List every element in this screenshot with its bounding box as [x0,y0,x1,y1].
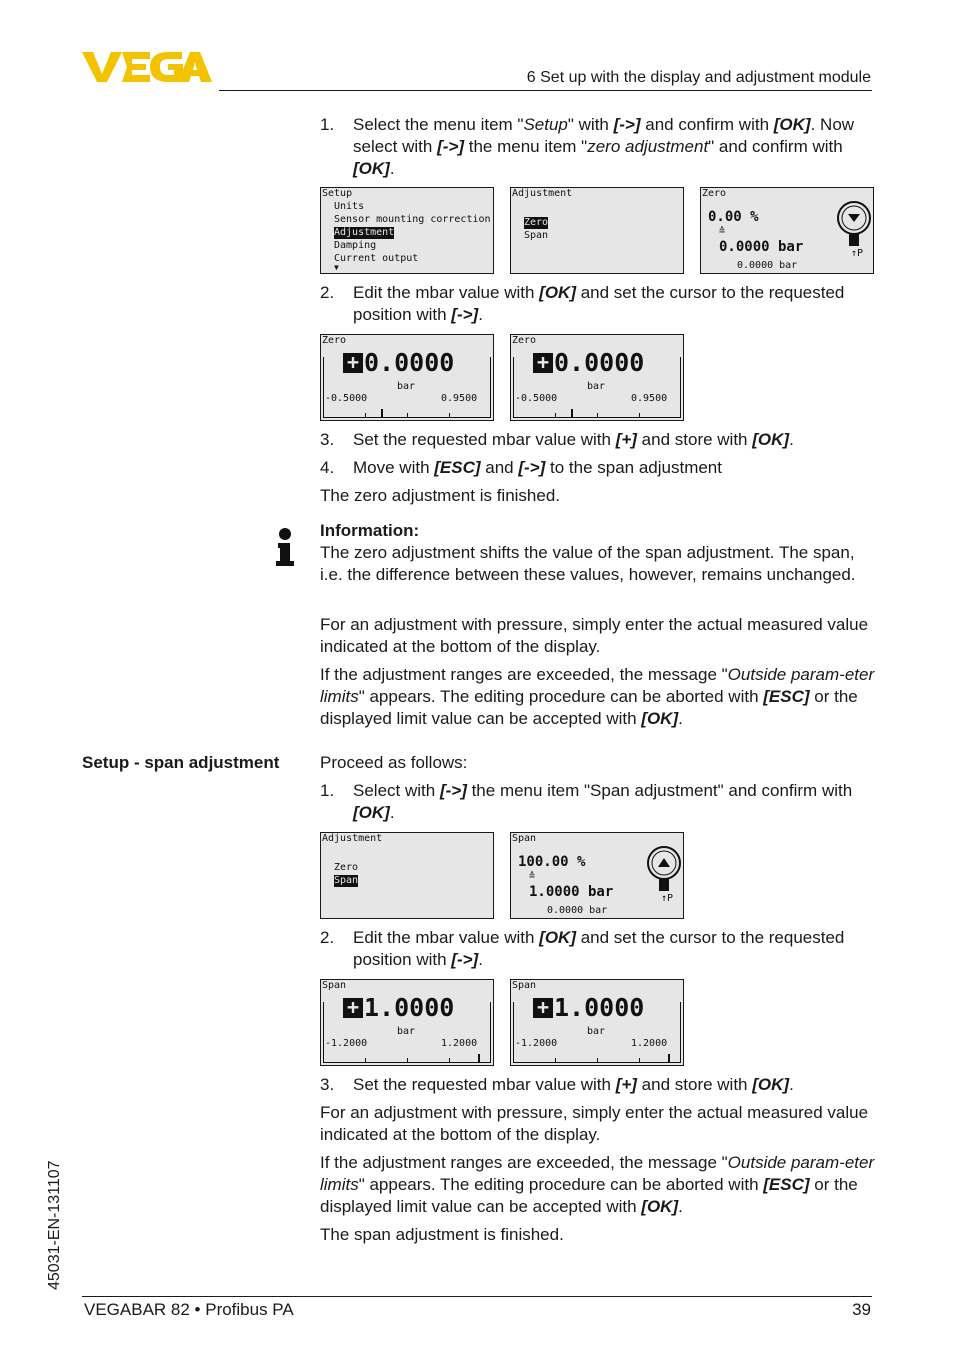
step-text: Set the requested mbar value with [+] and store with [OK]. [353,430,794,449]
display-title: Zero [702,188,727,199]
scale-tick [365,1058,366,1063]
header-rule [219,90,872,91]
pressure-gauge-icon [835,200,873,250]
step-text: Select the menu item "Setup" with [->] and confirm with [OK]. Now select with [->] the menu item "zero adjustment" and confirm with [OK]. [353,115,855,178]
unit-label: bar [587,381,606,392]
display-span-edit-2 [510,979,684,1066]
menu-item-current-output: Current output [334,253,419,264]
range-max: 0.9500 [441,393,478,404]
footer-rule [82,1296,872,1297]
step-text: Edit the mbar value with [OK] and set the cursor to the requested position with [->]. [353,928,845,969]
pressure-arrow-label: ↑P [661,893,674,904]
vega-logo-graphic [82,50,212,84]
menu-item-zero-selected: Zero [524,217,549,228]
display-zero-overview [700,187,874,274]
display-title: Span [512,980,537,991]
percent-value: 100.00 % [518,854,586,870]
zero-step-4 [320,457,876,479]
plus-icon: + [533,353,553,373]
footer-page-number: 39 [852,1300,871,1319]
range-bracket [513,1002,681,1063]
footer-product: VEGABAR 82 • Profibus PA [84,1300,294,1319]
display-zero-edit-1 [320,334,494,421]
span-side-heading: Setup - span adjustment [82,753,280,772]
scale-tick [407,1058,408,1063]
zero-step-1 [320,114,876,180]
pressure-gauge-icon [645,845,683,895]
span-pressure-paragraph: For an adjustment with pressure, simply enter the actual measured value indicated at the bottom of the display. [320,1103,869,1144]
display-span-overview [510,832,684,919]
span-step-1 [320,780,876,824]
menu-item-sensor-mounting: Sensor mounting correction [334,214,491,225]
display-span-edit-1 [320,979,494,1066]
range-bracket [513,357,681,418]
information-icon [274,527,296,567]
menu-item-zero: Zero [334,862,359,873]
position-indicator [571,409,573,418]
menu-item-span-selected: Span [334,875,359,886]
step-number: 2. [320,283,335,302]
step-text: Set the requested mbar value with [+] and store with [OK]. [353,1075,794,1094]
document-id: 45031-EN-131107 [46,1160,63,1290]
percent-value: 0.00 % [708,209,759,225]
scale-tick [449,413,450,418]
display-setup-menu [320,187,494,274]
range-max: 0.9500 [631,393,668,404]
unit-label: bar [397,1026,416,1037]
step-number: 3. [320,430,335,449]
scale-tick [407,413,408,418]
range-max: 1.2000 [631,1038,668,1049]
plus-icon: + [343,353,363,373]
display-title: Adjustment [322,833,383,844]
display-title: Setup [322,188,353,199]
edit-value: + 1.0000 [343,994,454,1022]
plus-icon: + [343,998,363,1018]
range-min: -0.5000 [515,393,558,404]
display-adjustment-menu-span [320,832,494,919]
display-title: Span [512,833,537,844]
step-text: Edit the mbar value with [OK] and set the cursor to the requested position with [->]. [353,283,845,324]
position-indicator [478,1054,480,1063]
measured-value: 0.0000 bar [737,260,798,271]
range-bracket [323,357,491,418]
range-min: -1.2000 [325,1038,368,1049]
step-number: 2. [320,928,335,947]
display-title: Zero [322,335,347,346]
info-heading: Information: [320,521,420,540]
position-indicator [381,409,383,418]
range-bracket [323,1002,491,1063]
span-step-2 [320,927,876,971]
scale-tick [597,413,598,418]
measured-value: 0.0000 bar [547,905,608,916]
display-title: Adjustment [512,188,573,199]
info-paragraph-1: The zero adjustment shifts the value of the span adjustment. The span, i.e. the difference between these values, however, remains unchanged. [320,543,856,584]
info-paragraph-3: If the adjustment ranges are exceeded, the message "Outside param-eter limits" appears. The editing procedure can be aborted with [ESC] or the displayed limit value can be accepted with [OK]. [320,665,875,728]
edit-value: + 1.0000 [533,994,644,1022]
step-number: 3. [320,1075,335,1094]
zero-finished-text: The zero adjustment is finished. [320,486,561,505]
range-min: -1.2000 [515,1038,558,1049]
display-adjustment-menu [510,187,684,274]
position-indicator [668,1054,670,1063]
menu-item-units: Units [334,201,365,212]
step-text: Move with [ESC] and [->] to the span adjustment [353,458,722,477]
pressure-arrow-label: ↑P [851,248,864,259]
display-title: Zero [512,335,537,346]
unit-label: bar [397,381,416,392]
menu-item-adjustment-selected: Adjustment [334,227,395,238]
scale-tick [597,1058,598,1063]
equiv-sign: ≙ [719,226,726,237]
zero-step-2 [320,282,876,326]
menu-item-span: Span [524,230,549,241]
unit-label: bar [587,1026,606,1037]
pressure-value: 1.0000 bar [529,884,614,900]
scroll-down-arrow-icon: ▼ [334,263,339,272]
scale-tick [365,413,366,418]
scale-tick [639,1058,640,1063]
vega-logo [82,50,212,84]
edit-value: + 0.0000 [533,349,644,377]
scale-tick [555,1058,556,1063]
scale-tick [449,1058,450,1063]
step-number: 4. [320,458,335,477]
step-text: Select with [->] the menu item "Span adjustment" and confirm with [OK]. [353,781,853,822]
step-number: 1. [320,781,335,800]
menu-item-damping: Damping [334,240,377,251]
section-title: 6 Set up with the display and adjustment module [526,69,871,86]
span-intro: Proceed as follows: [320,753,468,772]
span-finished-text: The span adjustment is finished. [320,1225,564,1244]
display-zero-edit-2 [510,334,684,421]
display-title: Span [322,980,347,991]
scale-tick [555,413,556,418]
info-paragraph-2: For an adjustment with pressure, simply enter the actual measured value indicated at the bottom of the display. [320,615,869,656]
plus-icon: + [533,998,553,1018]
zero-step-3 [320,429,876,451]
step-number: 1. [320,115,335,134]
scale-tick [639,413,640,418]
equiv-sign: ≙ [529,871,536,882]
pressure-value: 0.0000 bar [719,239,804,255]
range-min: -0.5000 [325,393,368,404]
edit-value: + 0.0000 [343,349,454,377]
range-max: 1.2000 [441,1038,478,1049]
span-limits-paragraph: If the adjustment ranges are exceeded, the message "Outside param-eter limits" appears. The editing procedure can be aborted with [ESC] or the displayed limit value can be accepted with [OK]. [320,1153,875,1216]
span-step-3 [320,1074,876,1096]
